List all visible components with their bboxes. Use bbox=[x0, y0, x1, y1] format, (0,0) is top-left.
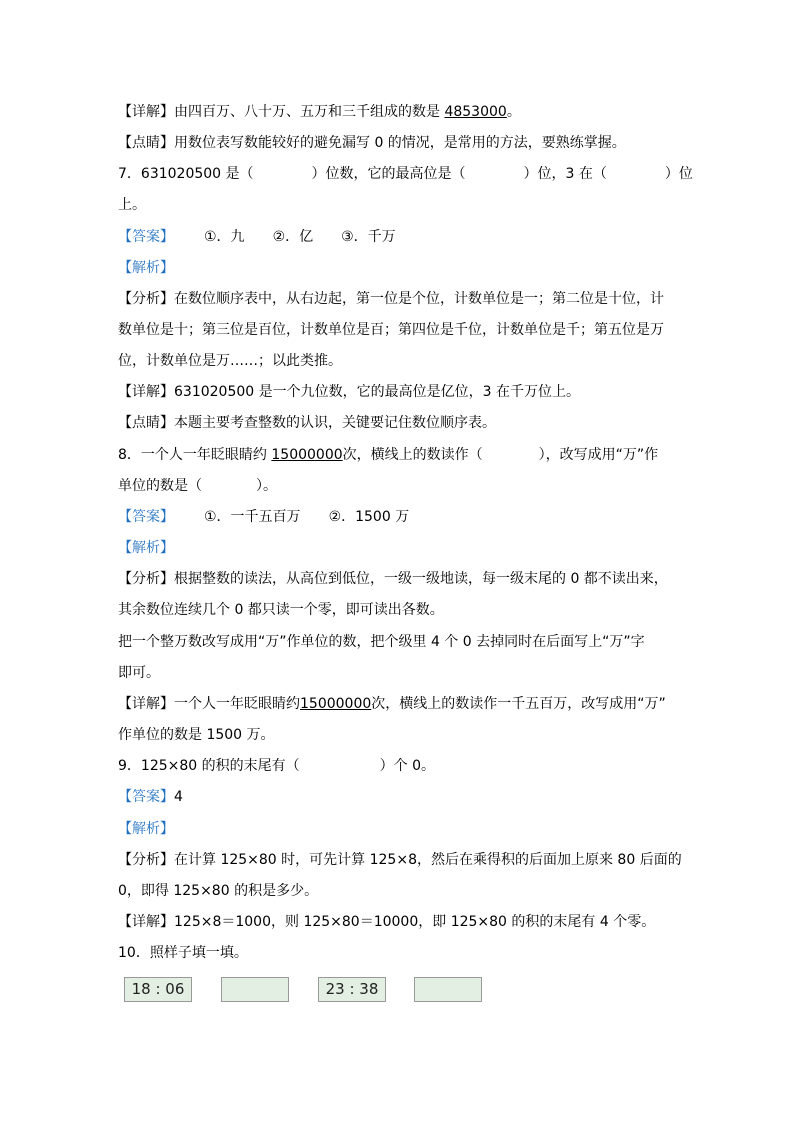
text: 次，横线上的数读作一千五百万，改写成用“万” bbox=[371, 696, 666, 712]
answer: 4 bbox=[174, 789, 183, 805]
text: 125×8＝1000，则 125×80＝10000，即 125×80 的积的末尾有 4 个零。 bbox=[174, 914, 656, 930]
q8-answer bbox=[118, 508, 409, 526]
text: 由四百万、八十万、五万和三千组成的数是 bbox=[174, 104, 440, 120]
answer: ②．亿 bbox=[272, 229, 314, 245]
q10-question: 10．照样子填一填。 bbox=[118, 945, 248, 961]
text: ）位，3 在（ bbox=[523, 166, 607, 182]
q8-fx3: 把一个整万数改写成用“万”作单位的数，把个级里 4 个 0 去掉同时在后面写上“万”字 bbox=[118, 634, 645, 650]
q6-detail bbox=[118, 103, 521, 121]
answer: ②．1500 万 bbox=[328, 509, 410, 525]
text: 根据整数的读法，从高位到低位，一级一级地读，每一级末尾的 0 都不读出来， bbox=[174, 571, 668, 587]
q7-question-cont: 上。 bbox=[118, 197, 146, 213]
label: 【分析】 bbox=[118, 852, 174, 868]
text: ）位 bbox=[664, 166, 693, 182]
text: 8．一个人一年眨眼睛约 bbox=[118, 447, 267, 463]
text: 单位的数是（ bbox=[118, 478, 202, 494]
q9-analysis-label: 【解析】 bbox=[118, 821, 174, 837]
label: 【答案】 bbox=[118, 789, 174, 805]
label: 【分析】 bbox=[118, 291, 174, 307]
text: 次，横线上的数读作（ bbox=[342, 447, 483, 463]
answer: ③．千万 bbox=[341, 229, 396, 245]
label: 【详解】 bbox=[118, 384, 174, 400]
q8-detail-cont: 作单位的数是 1500 万。 bbox=[118, 727, 275, 743]
q9-answer bbox=[118, 788, 183, 806]
text: 一个人一年眨眼睛约 bbox=[174, 696, 300, 712]
q8-question bbox=[118, 446, 658, 464]
q8-fx4: 即可。 bbox=[118, 665, 160, 681]
time-box-blank[interactable] bbox=[221, 977, 289, 1002]
label: 【详解】 bbox=[118, 104, 174, 120]
q8-question-cont bbox=[118, 477, 277, 495]
time-box-blank[interactable] bbox=[414, 977, 482, 1002]
label: 【点睛】 bbox=[118, 415, 174, 431]
q8-fx1 bbox=[118, 570, 668, 588]
q7-detail bbox=[118, 383, 580, 401]
text: 在数位顺序表中，从右边起，第一位是个位，计数单位是一；第二位是十位，计 bbox=[174, 291, 664, 307]
text: 在计算 125×80 时，可先计算 125×8，然后在乘得积的后面加上原来 80 后面的 bbox=[174, 852, 682, 868]
q7-fx1 bbox=[118, 290, 664, 308]
text: 7．631020500 是（ bbox=[118, 166, 254, 182]
text: 本题主要考查整数的认识，关键要记住数位顺序表。 bbox=[174, 415, 496, 431]
text: ）位数，它的最高位是（ bbox=[311, 166, 466, 182]
label: 【详解】 bbox=[118, 914, 174, 930]
text: ）个 0。 bbox=[379, 758, 435, 774]
q9-fx2: 0，即得 125×80 的积是多少。 bbox=[118, 883, 319, 899]
q9-detail bbox=[118, 913, 655, 931]
label: 【答案】 bbox=[118, 509, 174, 525]
time-box: 23 : 38 bbox=[318, 977, 386, 1002]
text: ）。 bbox=[256, 478, 277, 494]
label: 【答案】 bbox=[118, 229, 174, 245]
q6-tip bbox=[118, 134, 626, 152]
answer: ①．一千五百万 bbox=[204, 509, 301, 525]
label: 【分析】 bbox=[118, 571, 174, 587]
q8-analysis-label: 【解析】 bbox=[118, 540, 174, 556]
number: 15000000 bbox=[300, 696, 372, 712]
q7-fx2: 数单位是十；第三位是百位，计数单位是百；第四位是千位，计数单位是千；第五位是万 bbox=[118, 322, 664, 338]
q7-fx3: 位，计数单位是万……；以此类推。 bbox=[118, 353, 342, 369]
q9-question bbox=[118, 757, 435, 775]
q7-tip bbox=[118, 414, 496, 432]
number: 15000000 bbox=[271, 447, 343, 463]
number: 4853000 bbox=[444, 104, 507, 120]
text: 。 bbox=[506, 104, 521, 120]
q8-fx2: 其余数位连续几个 0 都只读一个零，即可读出各数。 bbox=[118, 602, 444, 618]
q7-question bbox=[118, 165, 693, 183]
label: 【点睛】 bbox=[118, 135, 174, 151]
answer: ①．九 bbox=[204, 229, 245, 245]
q7-analysis-label: 【解析】 bbox=[118, 260, 174, 276]
q7-answer bbox=[118, 228, 396, 246]
text: 631020500 是一个九位数，它的最高位是亿位，3 在千万位上。 bbox=[174, 384, 580, 400]
time-box: 18 : 06 bbox=[124, 977, 192, 1002]
text: 9．125×80 的积的末尾有（ bbox=[118, 758, 300, 774]
q9-fx1 bbox=[118, 851, 682, 869]
text: ），改写成用“万”作 bbox=[538, 447, 659, 463]
text: 用数位表写数能较好的避免漏写 0 的情况，是常用的方法，要熟练掌握。 bbox=[174, 135, 626, 151]
q8-detail bbox=[118, 695, 666, 713]
label: 【详解】 bbox=[118, 696, 174, 712]
